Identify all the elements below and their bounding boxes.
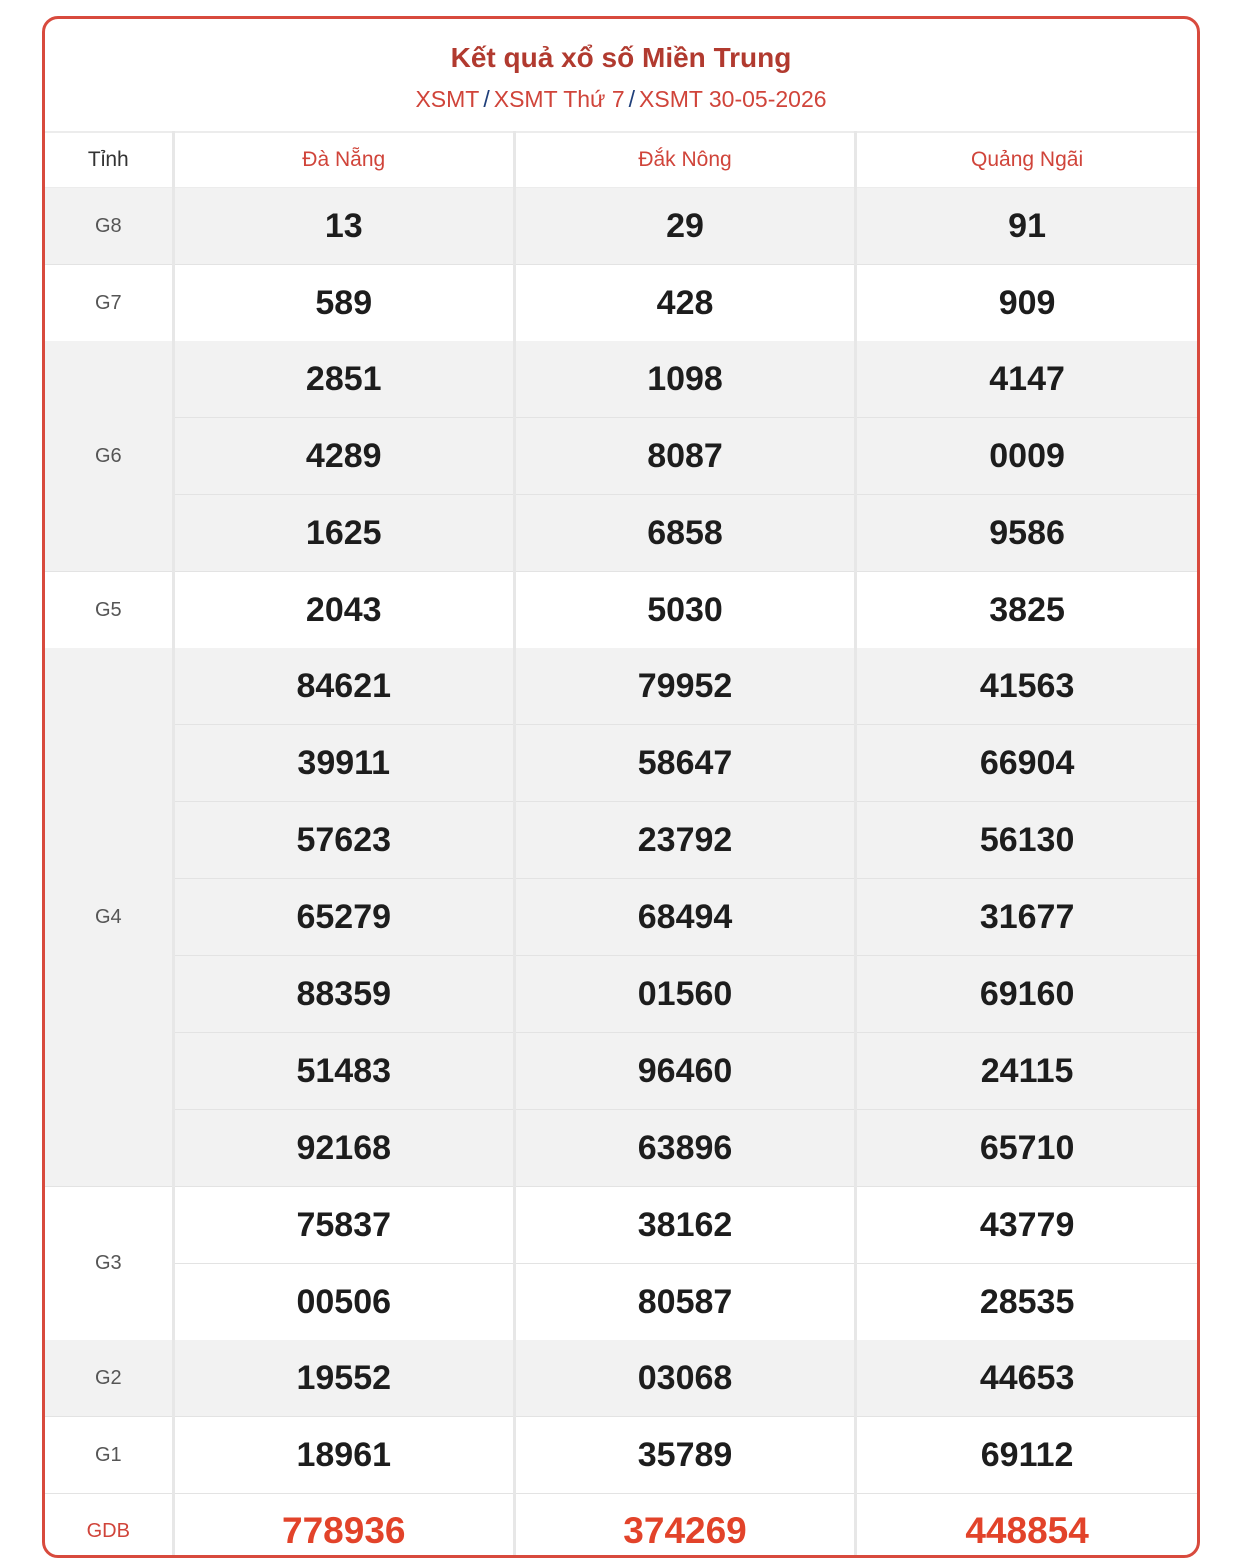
prize-row (45, 725, 1197, 802)
prize-row (45, 1110, 1197, 1187)
breadcrumb (45, 85, 1197, 113)
prize-number: 88359 (173, 956, 514, 1033)
province-column-header: Tỉnh (45, 132, 173, 188)
results-card (42, 16, 1200, 1558)
prize-number: 18961 (173, 1417, 514, 1494)
prize-row (45, 802, 1197, 879)
prize-row (45, 1417, 1197, 1494)
prize-number: 91 (856, 188, 1197, 265)
prize-number: 35789 (514, 1417, 855, 1494)
prize-number: 00506 (173, 1264, 514, 1341)
prize-number: 4147 (856, 341, 1197, 418)
prize-number: 44653 (856, 1340, 1197, 1417)
prize-number: 79952 (514, 648, 855, 725)
prize-number: 96460 (514, 1033, 855, 1110)
prize-label: G3 (45, 1187, 173, 1341)
breadcrumb-separator: / (628, 86, 636, 112)
prize-row (45, 1264, 1197, 1341)
prize-label: G5 (45, 572, 173, 649)
prize-number: 909 (856, 265, 1197, 342)
prize-row (45, 1033, 1197, 1110)
prize-number: 8087 (514, 418, 855, 495)
prize-label: G6 (45, 341, 173, 572)
prize-number: 68494 (514, 879, 855, 956)
prize-number: 69112 (856, 1417, 1197, 1494)
prize-row (45, 265, 1197, 342)
prize-number: 13 (173, 188, 514, 265)
prize-number: 4289 (173, 418, 514, 495)
prize-number: 58647 (514, 725, 855, 802)
breadcrumb-xsmt-thu-7[interactable]: XSMT Thứ 7 (493, 86, 625, 112)
prize-number: 65710 (856, 1110, 1197, 1187)
prize-number: 84621 (173, 648, 514, 725)
prize-number: 56130 (856, 802, 1197, 879)
table-header-row (45, 132, 1197, 188)
special-prize-number: 448854 (856, 1494, 1197, 1559)
prize-row (45, 1187, 1197, 1264)
prize-number: 3825 (856, 572, 1197, 649)
province-header: Đắk Nông (514, 132, 855, 188)
prize-number: 01560 (514, 956, 855, 1033)
prize-number: 23792 (514, 802, 855, 879)
prize-number: 03068 (514, 1340, 855, 1417)
prize-row (45, 956, 1197, 1033)
prize-row (45, 648, 1197, 725)
prize-row (45, 341, 1197, 418)
prize-row (45, 188, 1197, 265)
prize-number: 1098 (514, 341, 855, 418)
prize-row (45, 418, 1197, 495)
prize-number: 31677 (856, 879, 1197, 956)
prize-number: 9586 (856, 495, 1197, 572)
prize-number: 57623 (173, 802, 514, 879)
prize-number: 92168 (173, 1110, 514, 1187)
prize-number: 5030 (514, 572, 855, 649)
prize-row (45, 879, 1197, 956)
prize-number: 589 (173, 265, 514, 342)
prize-number: 51483 (173, 1033, 514, 1110)
prize-number: 41563 (856, 648, 1197, 725)
page-title: Kết quả xổ số Miền Trung (450, 42, 792, 73)
prize-number: 1625 (173, 495, 514, 572)
prize-label: G8 (45, 188, 173, 265)
prize-number: 75837 (173, 1187, 514, 1264)
results-header (45, 19, 1197, 131)
results-body (45, 188, 1197, 1559)
prize-number: 28535 (856, 1264, 1197, 1341)
results-table (45, 131, 1197, 1558)
prize-label: G2 (45, 1340, 173, 1417)
prize-label: G7 (45, 265, 173, 342)
prize-number: 2043 (173, 572, 514, 649)
prize-number: 69160 (856, 956, 1197, 1033)
prize-number: 63896 (514, 1110, 855, 1187)
prize-number: 38162 (514, 1187, 855, 1264)
special-prize-number: 374269 (514, 1494, 855, 1559)
province-header: Quảng Ngãi (856, 132, 1197, 188)
prize-number: 66904 (856, 725, 1197, 802)
prize-row (45, 495, 1197, 572)
prize-number: 80587 (514, 1264, 855, 1341)
prize-number: 428 (514, 265, 855, 342)
prize-number: 65279 (173, 879, 514, 956)
breadcrumb-xsmt-date[interactable]: XSMT 30-05-2026 (639, 86, 827, 112)
prize-number: 0009 (856, 418, 1197, 495)
province-header: Đà Nẵng (173, 132, 514, 188)
prize-label: GDB (45, 1494, 173, 1559)
breadcrumb-separator: / (483, 86, 490, 112)
prize-label: G4 (45, 648, 173, 1187)
prize-label: G1 (45, 1417, 173, 1494)
prize-number: 39911 (173, 725, 514, 802)
prize-number: 19552 (173, 1340, 514, 1417)
prize-number: 29 (514, 188, 855, 265)
special-prize-number: 778936 (173, 1494, 514, 1559)
prize-number: 24115 (856, 1033, 1197, 1110)
prize-row (45, 572, 1197, 649)
prize-number: 6858 (514, 495, 855, 572)
breadcrumb-xsmt[interactable]: XSMT (415, 86, 480, 112)
prize-number: 2851 (173, 341, 514, 418)
special-prize-row (45, 1494, 1197, 1559)
prize-number: 43779 (856, 1187, 1197, 1264)
prize-row (45, 1340, 1197, 1417)
